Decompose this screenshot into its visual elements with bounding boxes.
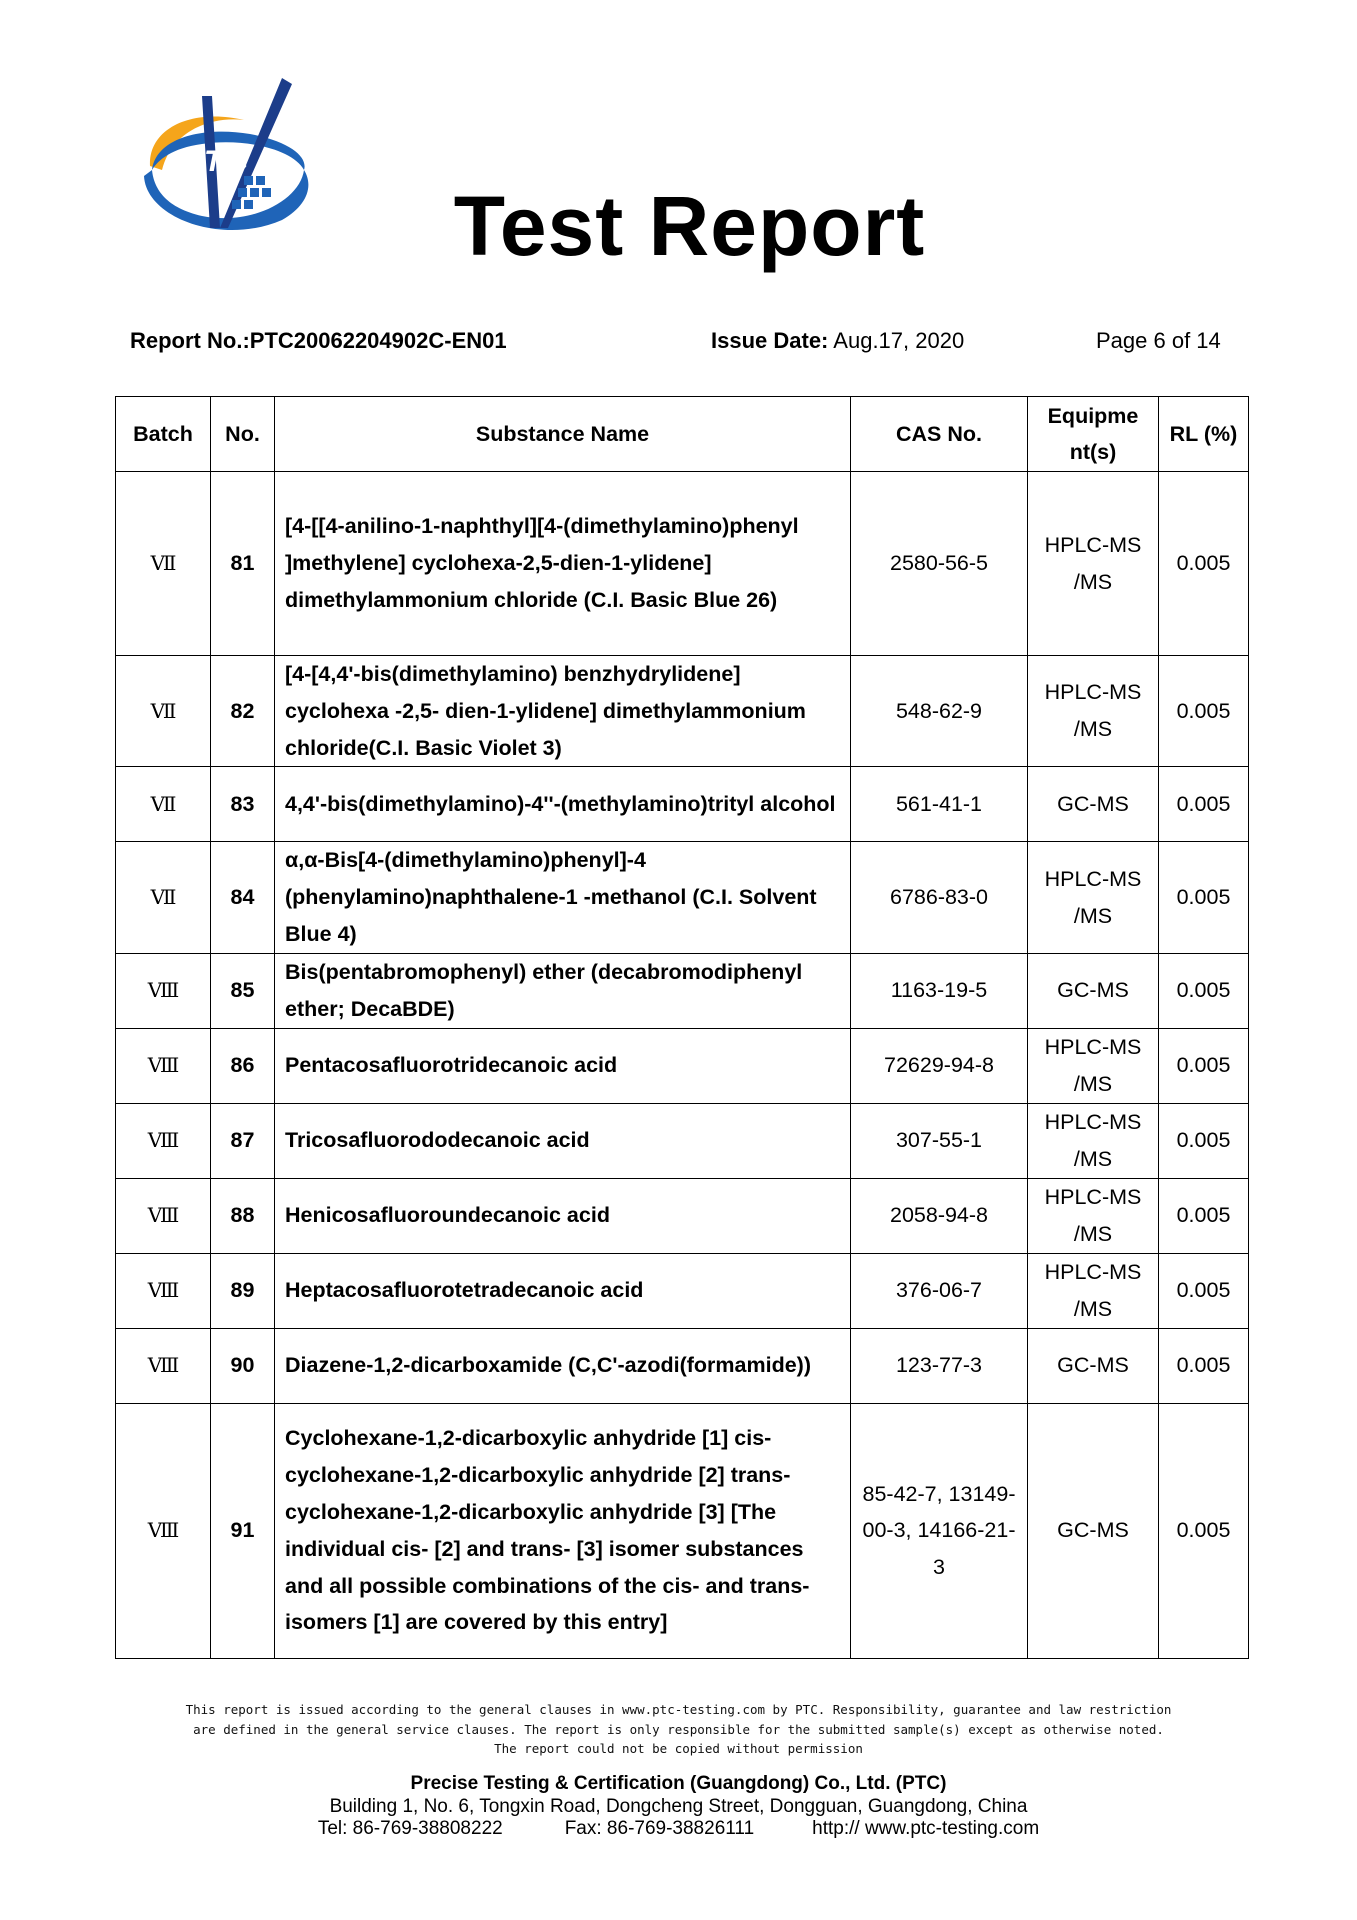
substance-name-cell: Tricosafluorododecanoic acid <box>275 1103 851 1178</box>
cas-cell: 307-55-1 <box>851 1103 1028 1178</box>
rl-cell: 0.005 <box>1159 1103 1249 1178</box>
table-row <box>116 767 1249 842</box>
report-number-value: PTC20062204902C-EN01 <box>249 328 507 353</box>
substance-name-cell: Henicosafluoroundecanoic acid <box>275 1178 851 1253</box>
equipment-cell: GC-MS <box>1028 1403 1159 1658</box>
number-cell: 82 <box>211 656 275 767</box>
column-header-no: No. <box>211 397 275 472</box>
substance-name-cell: Cyclohexane-1,2-dicarboxylic anhydride [1] cis-cyclohexane-1,2-dicarboxylic anhydride [2] trans-cyclohexane-1,2-dicarboxylic anhydride [3] [The individual cis- [2] and trans- [3] isomer substances and all possible combinations of the cis- and trans-isomers [1] are covered by this entry] <box>275 1403 851 1658</box>
column-header-rl: RL (%) <box>1159 397 1249 472</box>
rl-cell: 0.005 <box>1159 656 1249 767</box>
logo-text: PTC <box>180 145 252 178</box>
table-row <box>116 1403 1249 1658</box>
company-fax: Fax: 86-769-38826111 <box>564 1818 755 1839</box>
cas-cell: 548-62-9 <box>851 656 1028 767</box>
table-row <box>116 1178 1249 1253</box>
company-website-link[interactable]: http:// www.ptc-testing.com <box>812 1818 1040 1839</box>
batch-cell: Ⅶ <box>116 767 211 842</box>
issue-date <box>711 328 964 354</box>
batch-cell: Ⅶ <box>116 656 211 767</box>
equipment-cell: GC-MS <box>1028 767 1159 842</box>
report-number <box>130 328 507 354</box>
column-header-batch: Batch <box>116 397 211 472</box>
batch-cell: Ⅶ <box>116 472 211 656</box>
column-header-cas: CAS No. <box>851 397 1028 472</box>
table-row <box>116 953 1249 1028</box>
substance-name-cell: Diazene-1,2-dicarboxamide (C,C'-azodi(formamide)) <box>275 1328 851 1403</box>
substance-name-cell: α,α-Bis[4-(dimethylamino)phenyl]-4 (phenylamino)naphthalene-1 -methanol (C.I. Solvent Blue 4) <box>275 842 851 953</box>
substance-name-cell: [4-[[4-anilino-1-naphthyl][4-(dimethylamino)phenyl ]methylene] cyclohexa-2,5-dien-1-ylidene] dimethylammonium chloride (C.I. Basic Blue 26) <box>275 472 851 656</box>
cas-cell: 72629-94-8 <box>851 1028 1028 1103</box>
substance-name-cell: Bis(pentabromophenyl) ether (decabromodiphenyl ether; DecaBDE) <box>275 953 851 1028</box>
rl-cell: 0.005 <box>1159 842 1249 953</box>
company-footer <box>0 1773 1357 1841</box>
rl-cell: 0.005 <box>1159 1328 1249 1403</box>
equipment-cell: HPLC-MS /MS <box>1028 472 1159 656</box>
rl-cell: 0.005 <box>1159 1403 1249 1658</box>
cas-cell: 561-41-1 <box>851 767 1028 842</box>
equipment-cell: HPLC-MS /MS <box>1028 1103 1159 1178</box>
batch-cell: Ⅷ <box>116 1403 211 1658</box>
page-title: Test Report <box>453 179 926 273</box>
number-cell: 85 <box>211 953 275 1028</box>
disclaimer <box>0 1700 1357 1759</box>
table-row <box>116 1103 1249 1178</box>
equipment-cell: HPLC-MS /MS <box>1028 656 1159 767</box>
cas-cell: 6786-83-0 <box>851 842 1028 953</box>
company-contact <box>0 1818 1357 1841</box>
disclaimer-line: This report is issued according to the general clauses in www.ptc-testing.com by PTC. Responsibility, guarantee and law restriction <box>185 1702 1172 1717</box>
cas-cell: 123-77-3 <box>851 1328 1028 1403</box>
number-cell: 89 <box>211 1253 275 1328</box>
disclaimer-line: are defined in the general service clauses. The report is only responsible for the submitted sample(s) except as otherwise noted. <box>193 1721 1164 1737</box>
number-cell: 84 <box>211 842 275 953</box>
cas-cell: 2580-56-5 <box>851 472 1028 656</box>
cas-cell: 1163-19-5 <box>851 953 1028 1028</box>
table-row <box>116 842 1249 953</box>
equipment-cell: HPLC-MS /MS <box>1028 1178 1159 1253</box>
number-cell: 91 <box>211 1403 275 1658</box>
table-row <box>116 1328 1249 1403</box>
company-name: Precise Testing & Certification (Guangdong) Co., Ltd. (PTC) <box>410 1773 947 1794</box>
company-address: Building 1, No. 6, Tongxin Road, Dongcheng Street, Dongguan, Guangdong, China <box>329 1795 1028 1817</box>
column-header-equipment: Equipme nt(s) <box>1028 397 1159 472</box>
issue-date-label: Issue Date: <box>711 328 829 353</box>
equipment-cell: HPLC-MS /MS <box>1028 842 1159 953</box>
batch-cell: Ⅷ <box>116 1253 211 1328</box>
disclaimer-line: The report could not be copied without permission <box>494 1741 863 1756</box>
substance-name-cell: Heptacosafluorotetradecanoic acid <box>275 1253 851 1328</box>
number-cell: 87 <box>211 1103 275 1178</box>
table-header-row <box>116 397 1249 472</box>
cas-cell: 2058-94-8 <box>851 1178 1028 1253</box>
batch-cell: Ⅷ <box>116 953 211 1028</box>
report-number-label: Report No.: <box>130 328 250 353</box>
table-row <box>116 1253 1249 1328</box>
rl-cell: 0.005 <box>1159 1253 1249 1328</box>
batch-cell: Ⅷ <box>116 1328 211 1403</box>
table-row <box>116 472 1249 656</box>
cas-cell: 376-06-7 <box>851 1253 1028 1328</box>
rl-cell: 0.005 <box>1159 953 1249 1028</box>
number-cell: 81 <box>211 472 275 656</box>
equipment-cell: HPLC-MS /MS <box>1028 1028 1159 1103</box>
batch-cell: Ⅷ <box>116 1103 211 1178</box>
equipment-cell: GC-MS <box>1028 1328 1159 1403</box>
number-cell: 90 <box>211 1328 275 1403</box>
rl-cell: 0.005 <box>1159 1028 1249 1103</box>
issue-date-value: Aug.17, 2020 <box>833 328 965 353</box>
equipment-cell: HPLC-MS /MS <box>1028 1253 1159 1328</box>
batch-cell: Ⅷ <box>116 1028 211 1103</box>
substance-name-cell: [4-[4,4'-bis(dimethylamino) benzhydrylidene] cyclohexa -2,5- dien-1-ylidene] dimethylammonium chloride(C.I. Basic Violet 3) <box>275 656 851 767</box>
rl-cell: 0.005 <box>1159 1178 1249 1253</box>
cas-cell: 85-42-7, 13149-00-3, 14166-21-3 <box>851 1403 1028 1658</box>
rl-cell: 0.005 <box>1159 767 1249 842</box>
column-header-substance: Substance Name <box>275 397 851 472</box>
table-row <box>116 656 1249 767</box>
number-cell: 88 <box>211 1178 275 1253</box>
substance-name-cell: 4,4'-bis(dimethylamino)-4''-(methylamino)trityl alcohol <box>275 767 851 842</box>
batch-cell: Ⅶ <box>116 842 211 953</box>
substance-name-cell: Pentacosafluorotridecanoic acid <box>275 1028 851 1103</box>
page-number: Page 6 of 14 <box>1096 328 1221 353</box>
rl-cell: 0.005 <box>1159 472 1249 656</box>
batch-cell: Ⅷ <box>116 1178 211 1253</box>
number-cell: 86 <box>211 1028 275 1103</box>
substance-table <box>115 396 1249 1659</box>
table-row <box>116 1028 1249 1103</box>
equipment-cell: GC-MS <box>1028 953 1159 1028</box>
company-tel: Tel: 86-769-38808222 <box>317 1818 503 1839</box>
number-cell: 83 <box>211 767 275 842</box>
